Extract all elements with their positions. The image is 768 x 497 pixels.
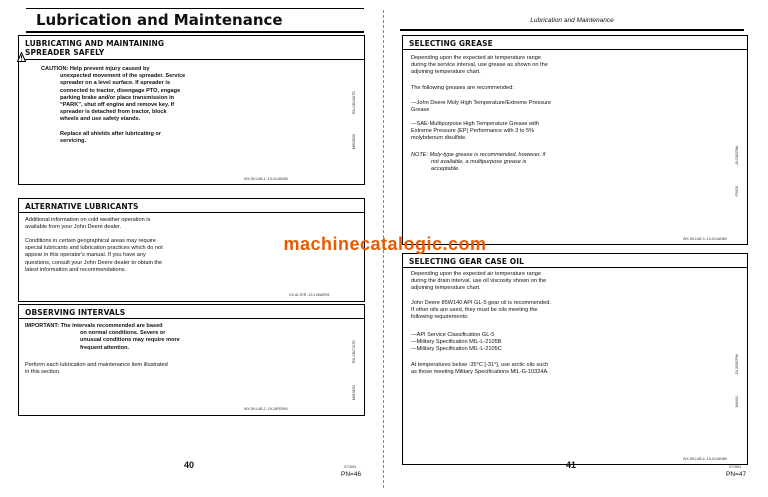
section-lubricating-safely xyxy=(18,35,365,185)
paragraph: At temperatures below -35°C [-31°], use arctic oils such as those meeting Military Specifications MIL-G-10324A. xyxy=(411,362,549,376)
grease-option: —SAE-Multipurpose High Temperature Grease with Extreme Pressure (EP) Performance with 3 to 5% molybdenum disulfide. xyxy=(411,121,539,142)
paragraph: The following greases are recommended: xyxy=(411,85,514,91)
paragraph: Perform each lubrication and maintenance item illustrated in this section. xyxy=(25,362,168,376)
side-code: P5928 xyxy=(735,186,739,197)
page-number: 41 xyxy=(566,460,577,470)
note-text: NOTE: Moly-type grease is recommended, however, if not available, a multipurpose grease is acceptable. xyxy=(411,152,546,173)
section-selecting-gear-oil xyxy=(402,253,748,465)
side-code: MWSE00 xyxy=(352,385,356,401)
left-page-header xyxy=(26,8,364,33)
replace-shields-text: Replace all shields after lubricating or servicing. xyxy=(60,131,162,145)
right-page-header xyxy=(400,17,744,31)
section-footer-code: DX,ALTER -19-12MAR91 xyxy=(289,293,330,297)
paragraph: John Deere 85W140 API GL-5 gear oil is recommended. If other oils are used, they must be oils meeting the following requirements: xyxy=(411,300,551,321)
section-rule xyxy=(19,212,364,213)
paragraph: Depending upon the expected air temperature range during the service interval, use grease as shown on the adjoining temperature chart. xyxy=(411,55,548,76)
section-footer-code: WX,SKLUB,4 -19-01JAN89 xyxy=(683,457,727,461)
section-footer-code: WX,SKLUB,1 -19-01JAN89 xyxy=(244,177,288,181)
page-code: PN=47 xyxy=(726,471,747,478)
spec-list: —API Service Classification GL-5 —Military Specification MIL-L-2105B —Military Specification MIL-L-2105C xyxy=(411,332,502,353)
left-header-title: Lubrication and Maintenance xyxy=(36,11,283,29)
section-title: SELECTING GEAR CASE OIL xyxy=(409,257,525,266)
side-code: RN-CBC6A7D xyxy=(352,91,356,114)
side-code: -19-01BZ5M xyxy=(735,146,739,166)
section-rule xyxy=(19,318,364,319)
section-title: OBSERVING INTERVALS xyxy=(25,308,126,317)
side-code: -19-30SEP96 xyxy=(735,354,739,376)
section-footer-code: WX,SKLUB,3 -19-01JAN89 xyxy=(683,237,727,241)
page-date-code: 071593 xyxy=(729,465,741,469)
section-title: LUBRICATING AND MAINTAINING SPREADER SAFELY xyxy=(25,39,165,57)
paragraph: Depending upon the expected air temperature range during the drain interval, use oil viscosity shown on the adjoining temperature chart. xyxy=(411,271,547,292)
important-note: IMPORTANT: The intervals recommended are based on normal conditions. Severe or unusual conditions may require more frequent attention. xyxy=(25,323,180,351)
side-code: RN-CBC7A7D xyxy=(352,340,356,363)
section-observing-intervals xyxy=(18,304,365,416)
paragraph: Conditions in certain geographical areas may require special lubricants and lubrication practices which do not appear in this operator's manual. If you have any questions, consult your John Deere dealer to obtain the latest information and recommendations. xyxy=(25,238,163,273)
side-code: MWSE00 xyxy=(352,134,356,150)
section-footer-code: WX,SKLUB,2 -19-28FEB91 xyxy=(244,407,288,411)
section-rule xyxy=(403,267,747,268)
paragraph: Additional information on cold weather operation is available from your John Deere dealer. xyxy=(25,217,151,231)
page-code: PN=46 xyxy=(341,471,362,478)
section-rule xyxy=(403,49,747,50)
section-title: ALTERNATIVE LUBRICANTS xyxy=(25,202,139,211)
section-title: SELECTING GREASE xyxy=(409,39,493,48)
watermark-text: machinecatalogic.com xyxy=(283,234,487,254)
section-rule xyxy=(19,59,364,60)
page-date-code: 071593 xyxy=(344,465,356,469)
side-code: W6002 xyxy=(735,396,739,408)
safety-alert-icon xyxy=(17,52,26,62)
grease-option: —John Deere Moly High Temperature/Extreme Pressure Grease xyxy=(411,100,552,114)
right-header-title: Lubrication and Maintenance xyxy=(530,17,614,24)
page-number: 40 xyxy=(184,460,195,470)
caution-text: CAUTION: Help prevent injury caused by unexpected movement of the spreader. Service spreader on a level surface. If spreader is connected to tractor, disengage PTO, engage parking brake and/or place transmission in “PARK”, shut off engine and remove key. If spreader is detached from tractor, block wheels and use safety stands. xyxy=(41,66,186,123)
section-selecting-grease xyxy=(402,35,748,245)
